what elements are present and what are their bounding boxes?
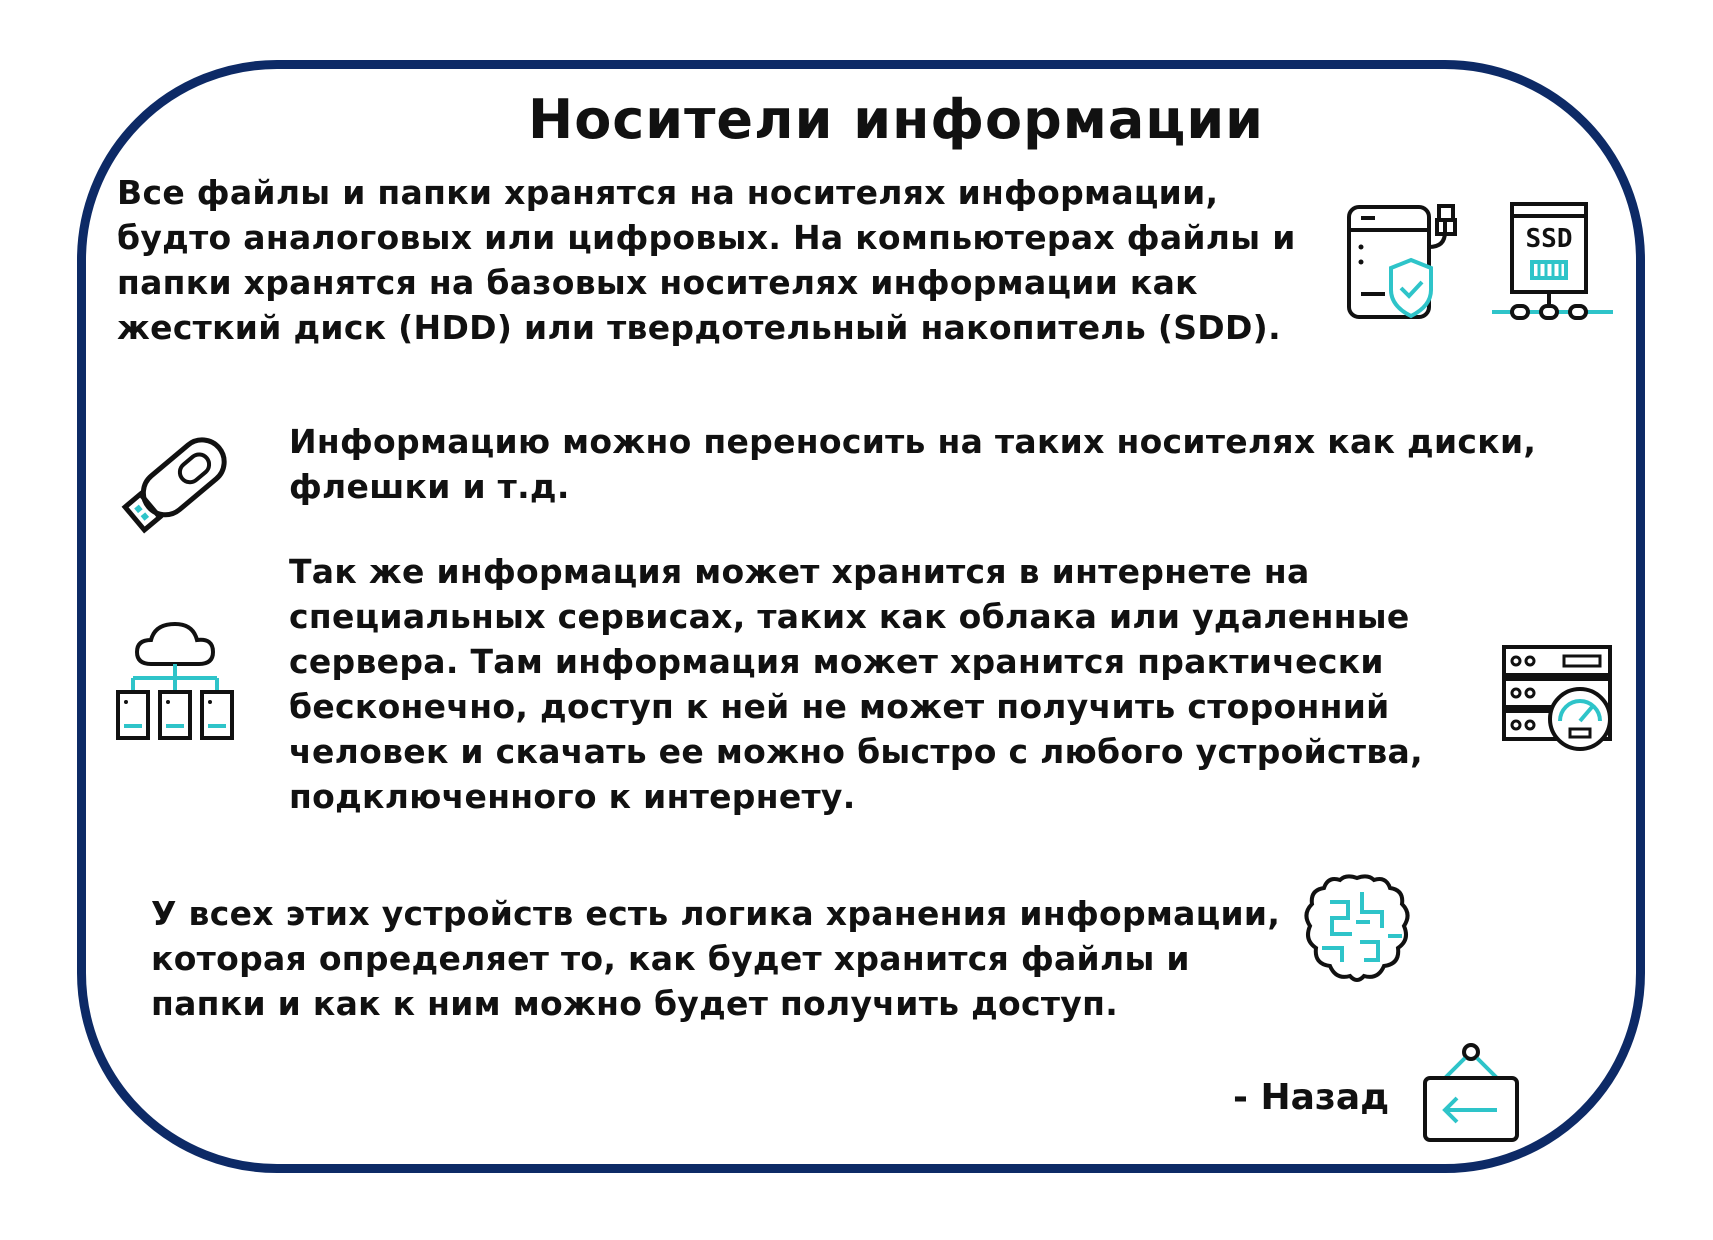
usb-flash-drive-icon (118, 418, 248, 538)
ssd-network-icon (1490, 200, 1615, 325)
hdd-shield-icon (1345, 202, 1470, 322)
server-gauge-icon (1500, 643, 1618, 755)
paragraph-storage-media: Все файлы и папки хранятся на носителях информации, будто аналоговых или цифровых. На компьютерах файлы и папки хранятся на базовых носителях информации как жесткий диск (HDD) или твердотельный накопитель (SDD). (117, 173, 1296, 347)
cloud-storage-icon (113, 618, 243, 748)
brain-circuit-icon (1302, 872, 1412, 990)
back-link[interactable]: - Назад (1233, 1077, 1390, 1118)
page-title: Носители информации (528, 88, 1265, 151)
paragraph-portable-media: Информацию можно переносить на таких носителях как диски, флешки и т.д. (289, 422, 1537, 506)
paragraph-cloud-storage: Так же информация может хранится в интернете на специальных сервисах, таких как облака или удаленные сервера. Там информация может хранится практически бесконечно, доступ к ней не может получить сторонний человек и скачать ее можно быстро с любого устройства, подключенного к интернету. (289, 552, 1423, 816)
paragraph-storage-logic: У всех этих устройств есть логика хранения информации, которая определяет то, как будет хранится файлы и папки и как к ним можно будет получить доступ. (151, 894, 1281, 1023)
back-arrow-sign-icon[interactable] (1421, 1042, 1521, 1146)
svg-text:SSD: SSD (1525, 224, 1573, 254)
